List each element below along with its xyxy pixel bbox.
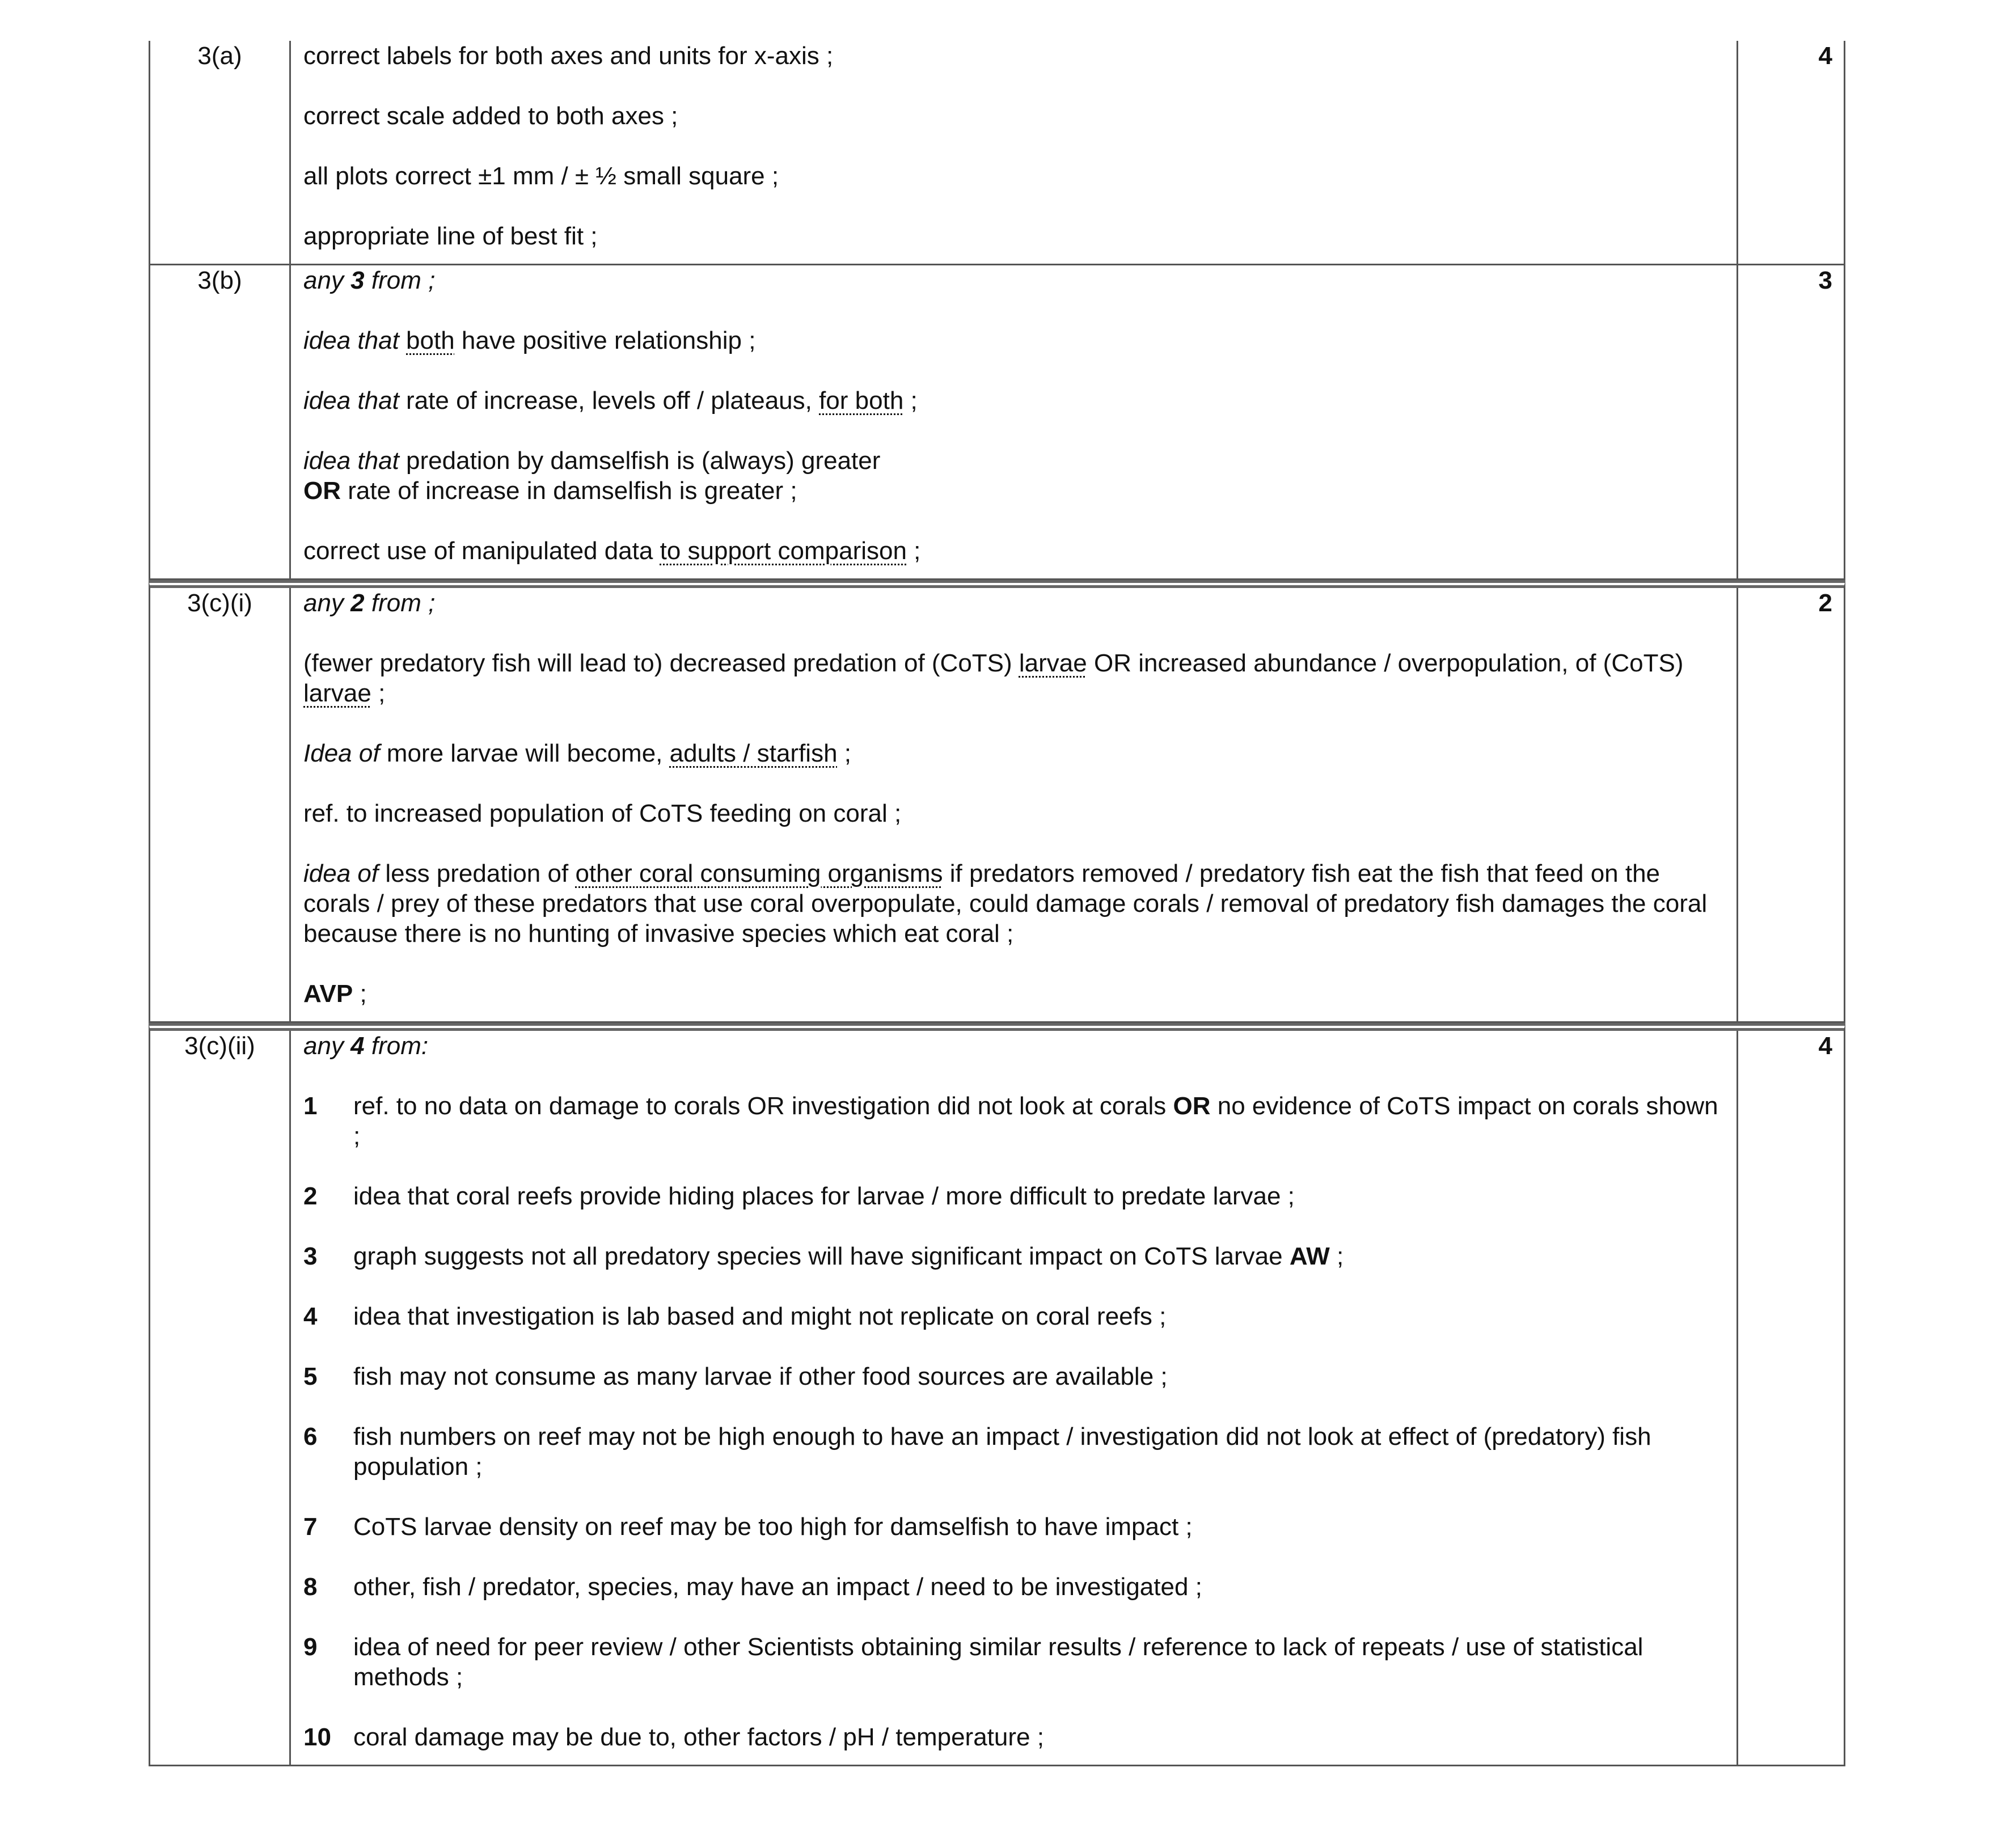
answer-line: correct scale added to both axes ; [303,102,678,130]
answer-intro: any 4 from: [303,1032,429,1060]
row-3a [149,41,1845,265]
question-number: 3(c)(i) [187,589,252,617]
answer-line: all plots correct ±1 mm / ± ½ small square ; [303,162,779,190]
row-3ci [149,580,1845,1023]
question-cell [150,1031,291,1765]
question-number: 3(a) [197,42,242,70]
numbered-point: 4 idea that investigation is lab based and might not replicate on coral reefs ; [303,1303,1167,1330]
numbered-point: 2 idea that coral reefs provide hiding places for larvae / more difficult to predate larvae ; [303,1182,1295,1210]
answer-line: AVP ; [303,980,367,1008]
answer-line: appropriate line of best fit ; [303,222,598,250]
answer-line: (fewer predatory fish will lead to) decreased predation of (CoTS) larvae OR increased abundance / overpopulation, of (CoTS) larvae ; [303,649,1684,707]
numbered-point: 6 fish numbers on reef may not be high enough to have an impact / investigation did not look at effect of (predatory) fish population ; [303,1423,1651,1481]
numbered-point: 3 graph suggests not all predatory species will have significant impact on CoTS larvae AW ; [303,1242,1344,1270]
question-cell [150,41,291,264]
answer-cell [291,588,1737,1021]
answer-line: Idea of more larvae will become, adults / starfish ; [303,739,851,767]
marks-cell [1737,41,1844,264]
answer-line: idea that both have positive relationship ; [303,327,756,354]
row-3b [149,265,1845,580]
numbered-point: 10 coral damage may be due to, other factors / pH / temperature ; [303,1723,1044,1751]
answer-intro: any 2 from ; [303,589,436,617]
marks-cell [1737,265,1844,578]
answer-line: correct labels for both axes and units for x-axis ; [303,42,834,70]
question-number: 3(c)(ii) [184,1032,255,1060]
answer-line: idea that rate of increase, levels off / plateaus, for both ; [303,387,918,415]
question-cell [150,588,291,1021]
numbered-point: 5 fish may not consume as many larvae if other food sources are available ; [303,1363,1168,1390]
answer-line: correct use of manipulated data to support comparison ; [303,537,921,565]
answer-cell [291,1031,1737,1765]
answer-line: idea that predation by damselfish is (always) greater OR rate of increase in damselfish is greater ; [303,447,881,505]
numbered-point: 8 other, fish / predator, species, may have an impact / need to be investigated ; [303,1573,1202,1601]
marks-value: 4 [1818,42,1832,70]
mark-scheme-table [149,41,1845,1766]
marks-value: 2 [1818,589,1832,617]
numbered-point: 9 idea of need for peer review / other Scientists obtaining similar results / reference to lack of repeats / use of statistical methods ; [303,1633,1643,1691]
answer-cell [291,41,1737,264]
answer-line: idea of less predation of other coral consuming organisms if predators removed / predatory fish eat the fish that feed on the corals / prey of these predators that use coral overpopulate, could damage corals / removal of predatory fish damages the coral because there is no hunting of invasive species which eat coral ; [303,860,1708,948]
marks-value: 4 [1818,1032,1832,1060]
question-cell [150,265,291,578]
marks-cell [1737,588,1844,1021]
row-3cii [149,1023,1845,1766]
marks-value: 3 [1818,267,1832,294]
question-number: 3(b) [197,267,242,294]
numbered-point: 7 CoTS larvae density on reef may be too high for damselfish to have impact ; [303,1513,1193,1541]
answer-cell [291,265,1737,578]
answer-line: ref. to increased population of CoTS feeding on coral ; [303,800,902,827]
numbered-point: 1 ref. to no data on damage to corals OR investigation did not look at corals OR no evidence of CoTS impact on corals shown ; [303,1092,1718,1150]
answer-intro: any 3 from ; [303,267,436,294]
marks-cell [1737,1031,1844,1765]
